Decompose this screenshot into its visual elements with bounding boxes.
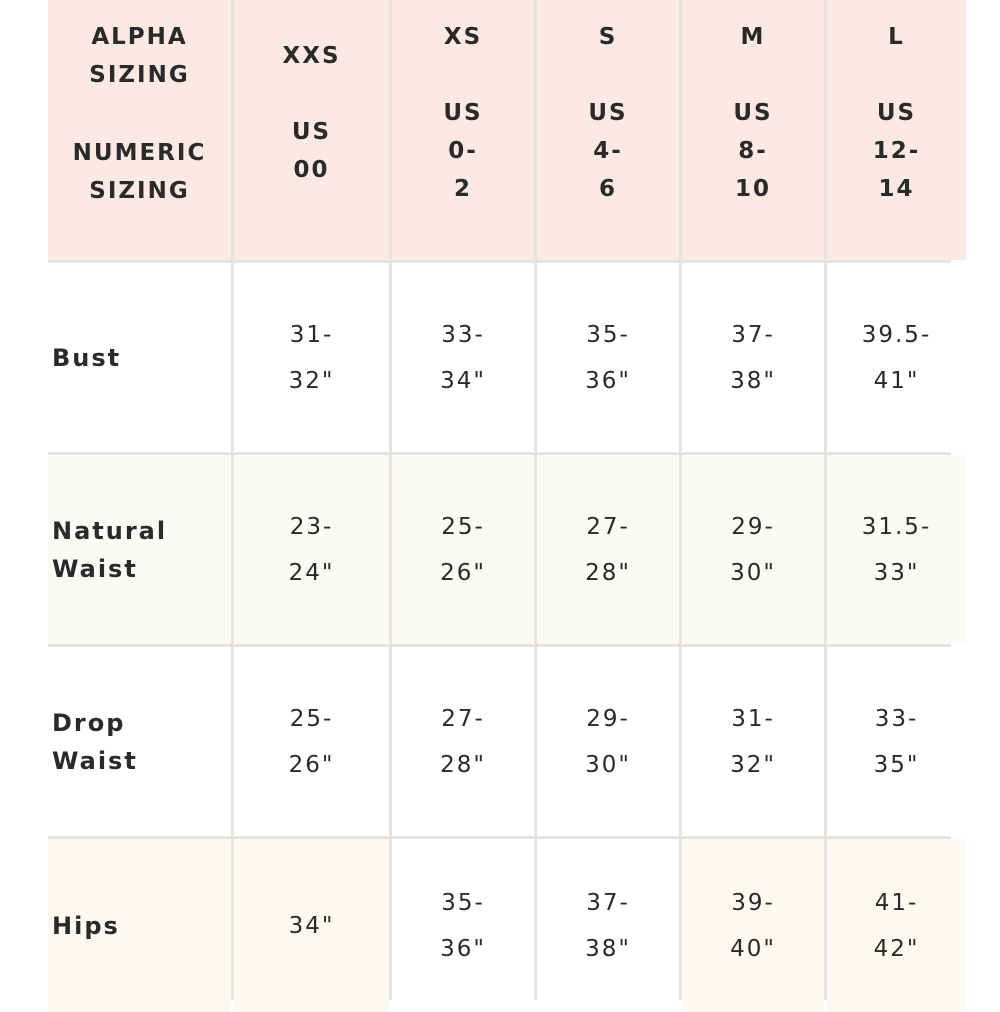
row-label-line: Bust: [52, 343, 122, 372]
numeric-sizing-label-line: NUMERIC: [72, 140, 207, 166]
table-cell: [234, 455, 389, 644]
table-cell: [682, 455, 824, 644]
cell-line: 25-: [441, 513, 485, 540]
cell-line: 26": [440, 559, 486, 586]
numeric-size-line: 10: [734, 176, 771, 202]
row-label-line: Waist: [52, 554, 138, 583]
alpha-size: M: [740, 24, 766, 50]
header-size-s: [537, 0, 679, 260]
alpha-sizing-label-line: ALPHA: [91, 24, 188, 50]
table-cell: [392, 455, 534, 644]
cell-line: 31.5-: [861, 513, 932, 540]
alpha-size: L: [888, 24, 905, 50]
numeric-size-line: 6: [598, 176, 617, 202]
cell-line: 41-: [874, 889, 919, 916]
numeric-sizing-label-line: SIZING: [89, 178, 190, 204]
table-cell: [234, 839, 389, 1012]
cell-line: 34": [288, 912, 335, 939]
table-cell: [827, 839, 966, 1012]
row-label-hips: [48, 839, 231, 1012]
header-size-xs: [392, 0, 534, 260]
numeric-size-line: US: [291, 119, 332, 145]
cell-line: 28": [440, 751, 486, 778]
numeric-size-line: US: [733, 100, 773, 126]
cell-line: 23-: [289, 513, 334, 540]
cell-line: 31-: [731, 705, 775, 732]
alpha-sizing-label: [48, 18, 231, 94]
numeric-size-line: 4-: [593, 138, 623, 164]
table-cell: [537, 647, 679, 836]
cell-line: 37-: [731, 321, 775, 348]
table-cell: [392, 647, 534, 836]
header-size-l: [827, 0, 966, 260]
cell-line: 25-: [289, 705, 334, 732]
cell-line: 38": [730, 367, 776, 394]
numeric-size-line: US: [443, 100, 483, 126]
row-label-natural-waist: [48, 455, 231, 644]
cell-line: 40": [730, 935, 776, 962]
header-size-xxs: [234, 0, 389, 260]
cell-line: 24": [288, 559, 335, 586]
numeric-size-line: 2: [453, 176, 472, 202]
numeric-sizing-label: [48, 134, 231, 210]
row-label-line: Natural: [52, 516, 168, 545]
table-cell: [537, 455, 679, 644]
alpha-sizing-label-line: SIZING: [89, 62, 190, 88]
table-cell: [682, 839, 824, 1012]
header-size-m: [682, 0, 824, 260]
cell-line: 36": [585, 367, 631, 394]
cell-line: 32": [730, 751, 776, 778]
cell-line: 28": [585, 559, 631, 586]
numeric-size-line: US: [588, 100, 628, 126]
numeric-size-line: 00: [293, 157, 330, 183]
cell-line: 41": [873, 367, 920, 394]
table-cell: [392, 263, 534, 452]
table-cell: [827, 455, 966, 644]
numeric-size-line: 0-: [448, 138, 478, 164]
row-label-line: Waist: [52, 746, 138, 775]
alpha-size: XS: [443, 24, 483, 50]
cell-line: 35": [873, 751, 920, 778]
cell-line: 33": [873, 559, 920, 586]
cell-line: 37-: [586, 889, 630, 916]
header-corner-cell: [48, 0, 231, 260]
cell-line: 31-: [289, 321, 334, 348]
table-cell: [682, 647, 824, 836]
cell-line: 33-: [874, 705, 919, 732]
row-label-line: Hips: [52, 911, 120, 940]
alpha-size: S: [598, 24, 618, 50]
numeric-size-line: US: [876, 100, 917, 126]
row-label-bust: [48, 263, 231, 452]
row-label-line: Drop: [52, 708, 126, 737]
cell-line: 34": [440, 367, 486, 394]
cell-line: 30": [730, 559, 776, 586]
size-chart-table: [48, 0, 951, 1000]
numeric-size-line: 14: [878, 176, 915, 202]
cell-line: 38": [585, 935, 631, 962]
cell-line: 42": [873, 935, 920, 962]
cell-line: 35-: [441, 889, 485, 916]
table-cell: [537, 839, 679, 1012]
cell-line: 26": [288, 751, 335, 778]
cell-line: 39.5-: [861, 321, 932, 348]
cell-line: 27-: [586, 513, 630, 540]
cell-line: 33-: [441, 321, 485, 348]
cell-line: 39-: [731, 889, 775, 916]
cell-line: 32": [288, 367, 335, 394]
table-cell: [827, 263, 966, 452]
cell-line: 30": [585, 751, 631, 778]
table-cell: [234, 263, 389, 452]
table-cell: [234, 647, 389, 836]
table-cell: [827, 647, 966, 836]
table-cell: [392, 839, 534, 1012]
alpha-size: XXS: [282, 43, 341, 69]
row-label-drop-waist: [48, 647, 231, 836]
cell-line: 27-: [441, 705, 485, 732]
numeric-size-line: 12-: [872, 138, 921, 164]
table-cell: [682, 263, 824, 452]
cell-line: 29-: [586, 705, 630, 732]
cell-line: 36": [440, 935, 486, 962]
table-cell: [537, 263, 679, 452]
numeric-size-line: 8-: [738, 138, 768, 164]
cell-line: 29-: [731, 513, 775, 540]
cell-line: 35-: [586, 321, 630, 348]
